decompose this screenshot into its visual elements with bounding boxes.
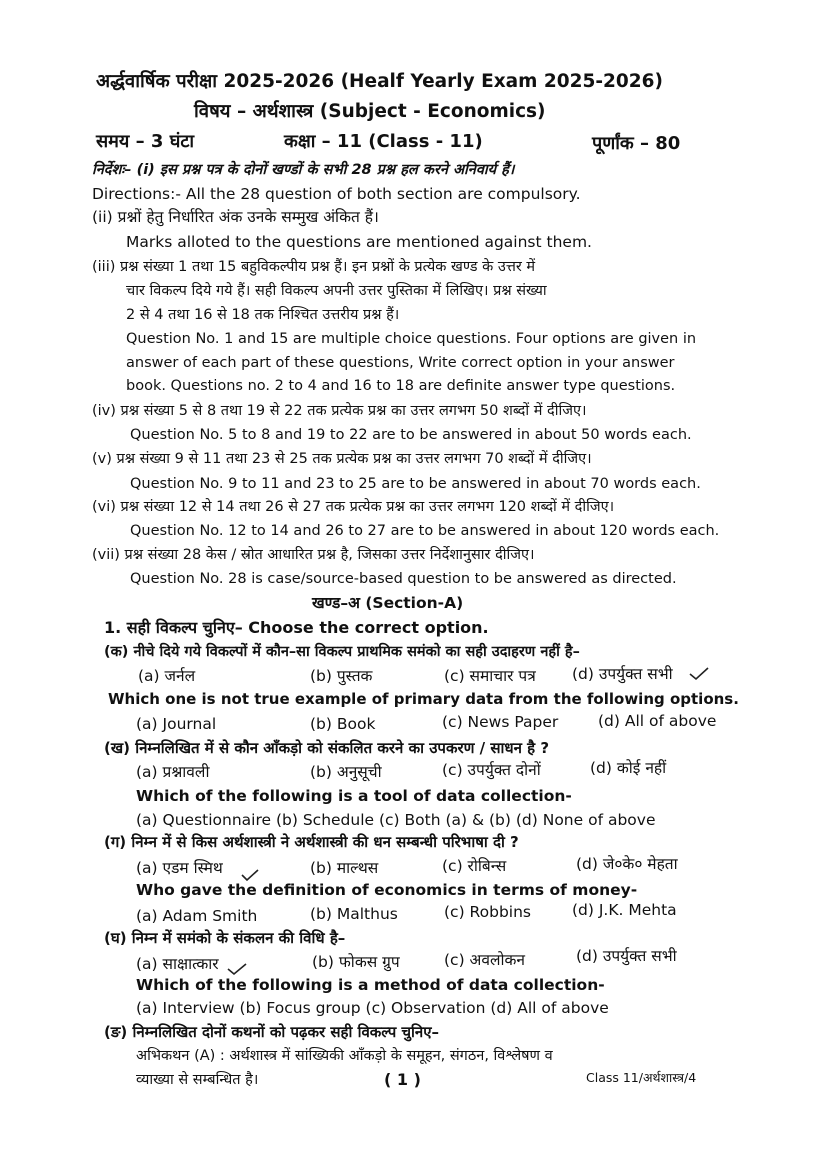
option-ga-b-hindi: (b) माल्थस <box>310 859 379 877</box>
option-kha-c-hindi: (c) उपर्युक्त दोनों <box>442 761 541 779</box>
option-ga-a-hindi: (a) एडम स्मिथ <box>136 859 223 877</box>
option-ka-b-english: (b) Book <box>310 715 376 733</box>
section-heading: खण्ड–अ (Section-A) <box>312 594 464 612</box>
option-ga-b-english: (b) Malthus <box>310 905 398 923</box>
class-label: कक्षा – 11 (Class - 11) <box>284 131 483 152</box>
question-ka-english: Which one is not true example of primary data from the following options. <box>108 690 739 708</box>
direction-3-hindi-2: चार विकल्प दिये गये हैं। सही विकल्प अपनी उत्तर पुस्तिका में लिखिए। प्रश्न संख्या <box>126 283 547 299</box>
option-ga-c-hindi: (c) रोबिन्स <box>442 857 507 875</box>
option-ka-c-hindi: (c) समाचार पत्र <box>444 667 536 685</box>
question-kha-english: Which of the following is a tool of data collection- <box>136 787 572 805</box>
direction-1-english: Directions:- All the 28 question of both section are compulsory. <box>92 185 581 203</box>
direction-5-english: Question No. 9 to 11 and 23 to 25 are to be answered in about 70 words each. <box>130 476 701 492</box>
checkmark-icon <box>226 962 248 976</box>
option-gha-c-hindi: (c) अवलोकन <box>444 951 526 969</box>
option-gha-d-hindi: (d) उपर्युक्त सभी <box>576 947 677 965</box>
option-kha-d-hindi: (d) कोई नहीं <box>590 759 667 777</box>
option-kha-b-hindi: (b) अनुसूची <box>310 763 382 781</box>
time-label: समय – 3 घंटा <box>96 131 195 152</box>
options-kha-english: (a) Questionnaire (b) Schedule (c) Both (a) & (b) (d) None of above <box>136 811 656 829</box>
question-1-heading: 1. सही विकल्प चुनिए– Choose the correct option. <box>104 618 489 637</box>
exam-title: अर्द्धवार्षिक परीक्षा 2025-2026 (Healf Yearly Exam 2025-2026) <box>96 71 663 92</box>
direction-1-hindi: निर्देशः– (i) इस प्रश्न पत्र के दोनों खण्डों के सभी 28 प्रश्न हल करने अनिवार्य हैं। <box>92 162 515 178</box>
option-gha-a-hindi: (a) साक्षात्कार <box>136 955 219 973</box>
direction-3-hindi-3: 2 से 4 तथा 16 से 18 तक निश्चित उत्तरीय प्रश्न हैं। <box>126 307 400 323</box>
subject-title: विषय – अर्थशास्त्र (Subject - Economics) <box>194 101 546 122</box>
direction-4-hindi: (iv) प्रश्न संख्या 5 से 8 तथा 19 से 22 तक प्रत्येक प्रश्न का उत्तर लगभग 50 शब्दों में दीजिए। <box>92 403 587 419</box>
option-ga-c-english: (c) Robbins <box>444 903 531 921</box>
option-ka-a-english: (a) Journal <box>136 715 217 733</box>
direction-7-hindi: (vii) प्रश्न संख्या 28 केस / स्रोत आधारित प्रश्न है, जिसका उत्तर निर्देशानुसार दीजिए। <box>92 547 535 563</box>
question-gha-english: Which of the following is a method of data collection- <box>136 976 605 994</box>
question-gha-hindi: (घ) निम्न में समंको के संकलन की विधि है– <box>104 929 346 947</box>
direction-3-english-3: book. Questions no. 2 to 4 and 16 to 18 are definite answer type questions. <box>126 378 676 394</box>
question-ga-hindi: (ग) निम्न में से किस अर्थशास्त्री ने अर्थशास्त्री की धन सम्बन्धी परिभाषा दी ? <box>104 833 519 851</box>
direction-2-english: Marks alloted to the questions are mentioned against them. <box>126 233 592 251</box>
assertion-a-line-1: अभिकथन (A) : अर्थशास्त्र में सांख्यिकी आँकड़ो के समूहन, संगठन, विश्लेषण व <box>136 1048 553 1064</box>
option-ka-d-hindi: (d) उपर्युक्त सभी <box>572 665 673 683</box>
checkmark-icon <box>240 868 260 882</box>
question-ka-hindi: (क) नीचे दिये गये विकल्पों में कौन–सा विकल्प प्राथमिक समंको का सही उदाहरण नहीं है– <box>104 644 580 660</box>
direction-6-hindi: (vi) प्रश्न संख्या 12 से 14 तथा 26 से 27 तक प्रत्येक प्रश्न का उत्तर लगभग 120 शब्दों में दीजिए। <box>92 499 615 515</box>
options-gha-english: (a) Interview (b) Focus group (c) Observation (d) All of above <box>136 999 609 1017</box>
option-ga-d-hindi: (d) जे०के० मेहता <box>576 855 678 873</box>
option-ka-b-hindi: (b) पुस्तक <box>310 667 373 685</box>
option-gha-b-hindi: (b) फोकस ग्रुप <box>312 953 400 971</box>
option-ka-c-english: (c) News Paper <box>442 713 559 731</box>
direction-3-hindi-1: (iii) प्रश्न संख्या 1 तथा 15 बहुविकल्पीय प्रश्न हैं। इन प्रश्नों के प्रत्येक खण्ड के उत्तर में <box>92 259 536 275</box>
option-ga-a-english: (a) Adam Smith <box>136 907 258 925</box>
direction-5-hindi: (v) प्रश्न संख्या 9 से 11 तथा 23 से 25 तक प्रत्येक प्रश्न का उत्तर लगभग 70 शब्दों में दीजिए। <box>92 451 592 467</box>
direction-3-english-1: Question No. 1 and 15 are multiple choice questions. Four options are given in <box>126 331 697 347</box>
direction-4-english: Question No. 5 to 8 and 19 to 22 are to be answered in about 50 words each. <box>130 427 692 443</box>
checkmark-icon <box>688 666 710 682</box>
direction-2-hindi: (ii) प्रश्नों हेतु निर्धारित अंक उनके सम्मुख अंकित हैं। <box>92 208 379 226</box>
question-ga-english: Who gave the definition of economics in terms of money- <box>136 881 638 899</box>
assertion-a-line-2: व्याख्या से सम्बन्धित है। <box>136 1072 259 1088</box>
direction-3-english-2: answer of each part of these questions, Write correct option in your answer <box>126 355 675 371</box>
option-ka-d-english: (d) All of above <box>598 712 717 730</box>
question-nga-hindi: (ङ) निम्नलिखित दोनों कथनों को पढ़कर सही विकल्प चुनिए– <box>104 1023 440 1041</box>
option-kha-a-hindi: (a) प्रश्नावली <box>136 763 210 781</box>
page-number: ( 1 ) <box>384 1070 421 1089</box>
option-ga-d-english: (d) J.K. Mehta <box>572 901 677 919</box>
direction-6-english: Question No. 12 to 14 and 26 to 27 are to be answered in about 120 words each. <box>130 523 720 539</box>
option-ka-a-hindi: (a) जर्नल <box>138 667 196 685</box>
marks-label: पूर्णांक – 80 <box>592 133 681 154</box>
paper-code: Class 11/अर्थशास्त्र/4 <box>586 1070 697 1085</box>
direction-7-english: Question No. 28 is case/source-based question to be answered as directed. <box>130 571 677 587</box>
question-kha-hindi: (ख) निम्नलिखित में से कौन आँकड़ो को संकलित करने का उपकरण / साधन है ? <box>104 739 550 757</box>
